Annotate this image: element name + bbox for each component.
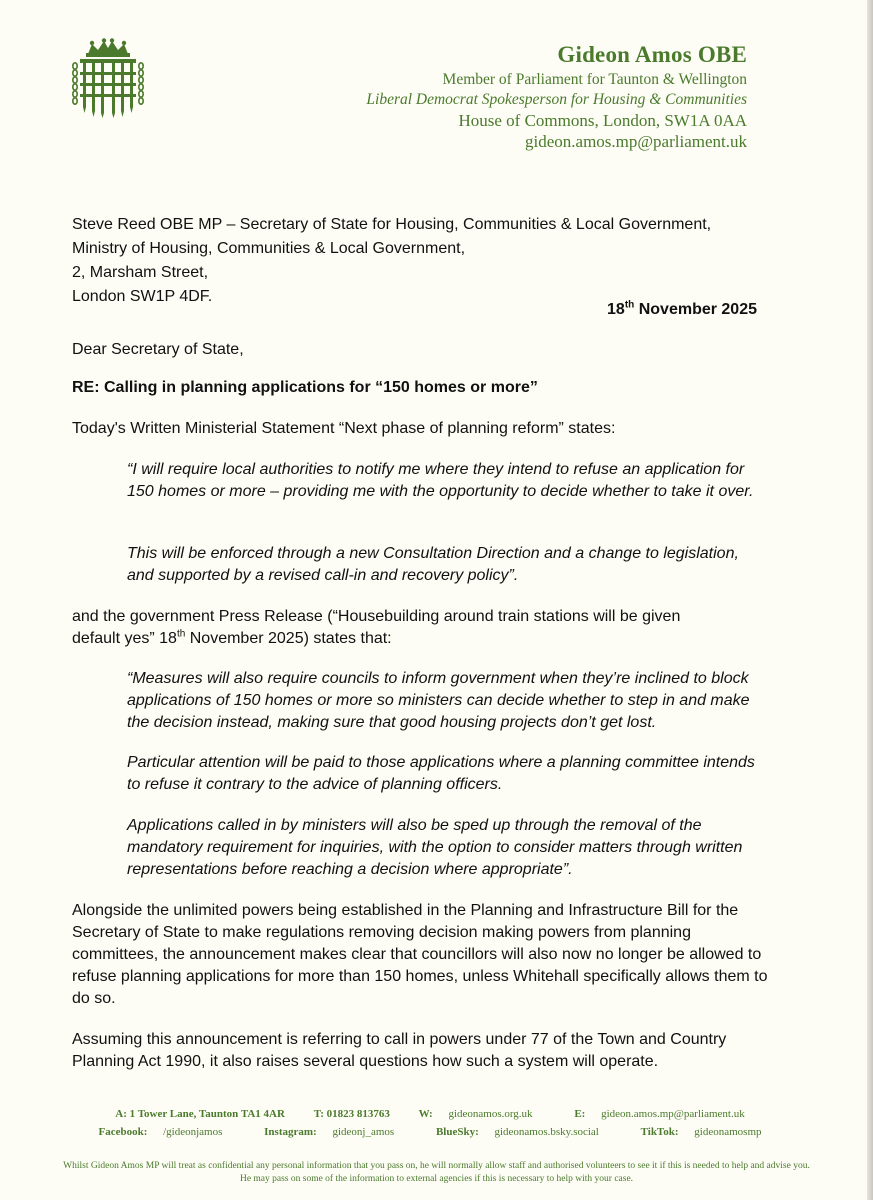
page-edge-shadow <box>867 0 873 1200</box>
date-rest: November 2025 <box>634 301 757 318</box>
sender-spokesperson: Liberal Democrat Spokesperson for Housing & Communities <box>366 91 747 108</box>
portcullis-icon <box>66 38 150 118</box>
date-day: 18 <box>607 301 625 318</box>
recipient-line-2: Ministry of Housing, Communities & Local Government, <box>72 240 466 257</box>
footer-bluesky[interactable]: BlueSky: gideonamos.bsky.social <box>435 1126 599 1138</box>
footer-email[interactable]: E: gideon.amos.mp@parliament.uk <box>574 1108 745 1120</box>
press-sup: th <box>176 628 186 640</box>
recipient-line-1: Steve Reed OBE MP – Secretary of State for Housing, Communities & Local Government, <box>72 216 712 233</box>
quote-press-1: “Measures will also require councils to inform government when they’re inclined to block applications of 150 homes or more so ministers can decide whether to step in and make the decision instead, making sure that good housing projects don’t get lost. <box>127 670 750 731</box>
subject-line: RE: Calling in planning applications for “150 homes or more” <box>72 379 538 396</box>
press-text-before: and the government Press Release (“Housebuilding around train stations will be given default yes” 18 <box>72 608 681 647</box>
sender-address: House of Commons, London, SW1A 0AA <box>458 111 747 130</box>
footer-contact-row <box>0 1108 873 1120</box>
quote-ministerial-1: “I will require local authorities to notify me where they intend to refuse an application for 150 homes or more – providing me with the opportunity to decide whether to take it over. <box>127 461 754 500</box>
footer-website[interactable]: W: gideonamos.org.uk <box>418 1108 533 1120</box>
quote-press-2: Particular attention will be paid to those applications where a planning committee intends to refuse it contrary to the advice of planning officers. <box>127 754 755 793</box>
sender-email[interactable]: gideon.amos.mp@parliament.uk <box>525 132 747 151</box>
recipient-line-3: 2, Marsham Street, <box>72 264 209 281</box>
sender-name: Gideon Amos OBE <box>557 42 747 67</box>
recipient-address <box>72 213 711 309</box>
recipient-line-4: London SW1P 4DF. <box>72 288 213 305</box>
footer-phone: T: 01823 813763 <box>313 1108 390 1120</box>
body-paragraph-1: Alongside the unlimited powers being established in the Planning and Infrastructure Bill for the Secretary of State to make regulations removing decision making powers from planning committees, the announcement makes clear that councillors will also now no longer be allowed to refuse planning applications for more than 150 homes, unless Whitehall specifically allows them to do so. <box>72 902 768 1007</box>
date-suffix: th <box>624 299 635 311</box>
press-release-paragraph <box>72 606 732 650</box>
letter-date <box>607 300 757 320</box>
letterhead <box>366 40 747 152</box>
quote-press-3: Applications called in by ministers will also be sped up through the removal of the mandatory requirement for inquiries, with the option to consider matters through written representations before reaching a decision where appropriate”. <box>127 817 743 878</box>
salutation: Dear Secretary of State, <box>72 341 244 358</box>
body-paragraph-2: Assuming this announcement is referring to call in powers under 77 of the Town and Country Planning Act 1990, it also raises several questions how such a system will operate. <box>72 1031 727 1070</box>
footer-instagram[interactable]: Instagram: gideonj_amos <box>264 1126 395 1138</box>
quote-ministerial-2: This will be enforced through a new Consultation Direction and a change to legislation, and supported by a revised call-in and recovery policy”. <box>127 545 739 584</box>
footer-facebook[interactable]: Facebook: /gideonjamos <box>98 1126 223 1138</box>
press-text-after: November 2025) states that: <box>185 630 392 647</box>
footer-disclaimer: Whilst Gideon Amos MP will treat as confidential any personal information that you pass on, he will normally allow staff and authorised volunteers to see it if this is needed to help and advise you. He may pass on some of the information to external agencies if this is necessary to help with your case. <box>63 1161 810 1184</box>
intro-paragraph: Today's Written Ministerial Statement “Next phase of planning reform” states: <box>72 420 616 437</box>
footer-address: A: 1 Tower Lane, Taunton TA1 4AR <box>115 1108 285 1120</box>
footer-tiktok[interactable]: TikTok: gideonamosmp <box>640 1126 762 1138</box>
sender-role: Member of Parliament for Taunton & Wellington <box>442 71 747 88</box>
footer-social-row <box>0 1126 873 1138</box>
